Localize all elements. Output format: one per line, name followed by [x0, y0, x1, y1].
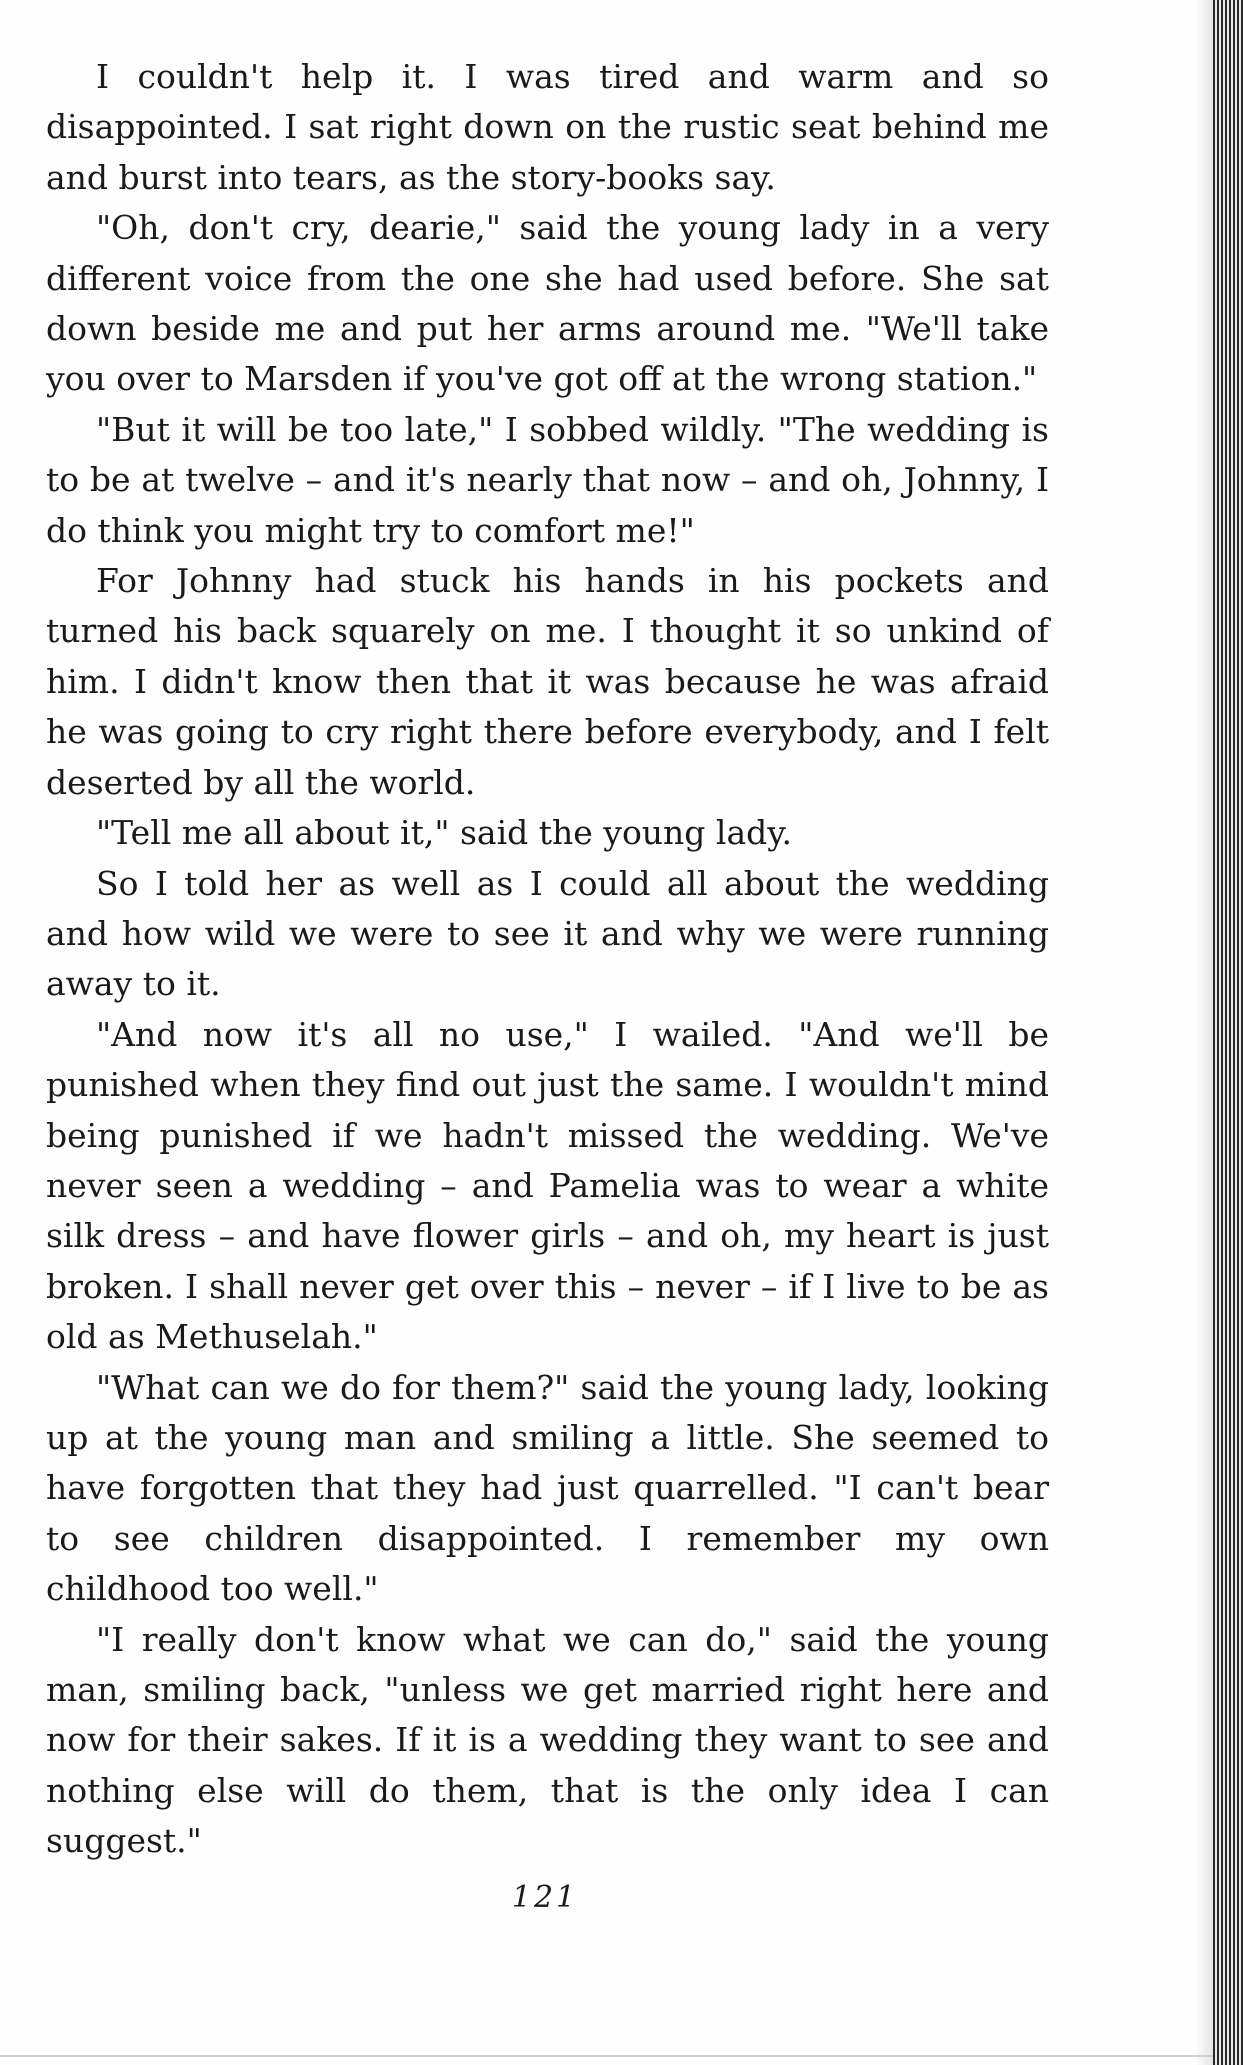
paragraph: "What can we do for them?" said the young lady, looking up at the young man and smiling a little. She seemed to have forgotten that they had just quarrelled. "I can't bear to see children disappointed. I remember my own childhood too well.": [46, 1367, 1049, 1609]
paragraph: I couldn't help it. I was tired and warm and so disappointed. I sat right down on the rustic seat behind me and burst into tears, as the story-books say.: [46, 57, 1049, 197]
paragraph: For Johnny had stuck his hands in his pockets and turned his back squarely on me. I thought it so unkind of him. I didn't know then that it was because he was afraid he was going to cry right there before everybody, and I felt deserted by all the world.: [46, 561, 1049, 802]
body-text: [46, 52, 1049, 1867]
page-number: 121: [511, 1880, 579, 1915]
bottom-edge: [0, 2055, 1213, 2057]
paragraph: "I really don't know what we can do," said the young man, smiling back, "unless we get married right here and now for their sakes. If it is a wedding they want to see and nothing else will do them, that is the only idea I can suggest.": [46, 1619, 1049, 1861]
page-edge: [1213, 0, 1243, 2065]
paragraph: "Tell me all about it," said the young lady.: [96, 813, 793, 853]
binding-shadow: [1195, 0, 1213, 2065]
paragraph: "But it will be too late," I sobbed wildly. "The wedding is to be at twelve – and it's nearly that now – and oh, Johnny, I do think you might try to comfort me!": [46, 409, 1049, 550]
paragraph: "And now it's all no use," I wailed. "And we'll be punished when they find out just the same. I wouldn't mind being punished if we hadn't missed the wedding. We've never seen a wedding – and Pamelia was to wear a white silk dress – and have flower girls – and oh, my heart is just broken. I shall never get over this – never – if I live to be as old as Methuselah.": [46, 1014, 1049, 1357]
paragraph: "Oh, don't cry, dearie," said the young lady in a very different voice from the one she had used before. She sat down beside me and put her arms around me. "We'll take you over to Marsden if you've got off at the wrong station.": [46, 208, 1049, 399]
paragraph: So I told her as well as I could all about the wedding and how wild we were to see it and why we were running away to it.: [46, 863, 1049, 1004]
